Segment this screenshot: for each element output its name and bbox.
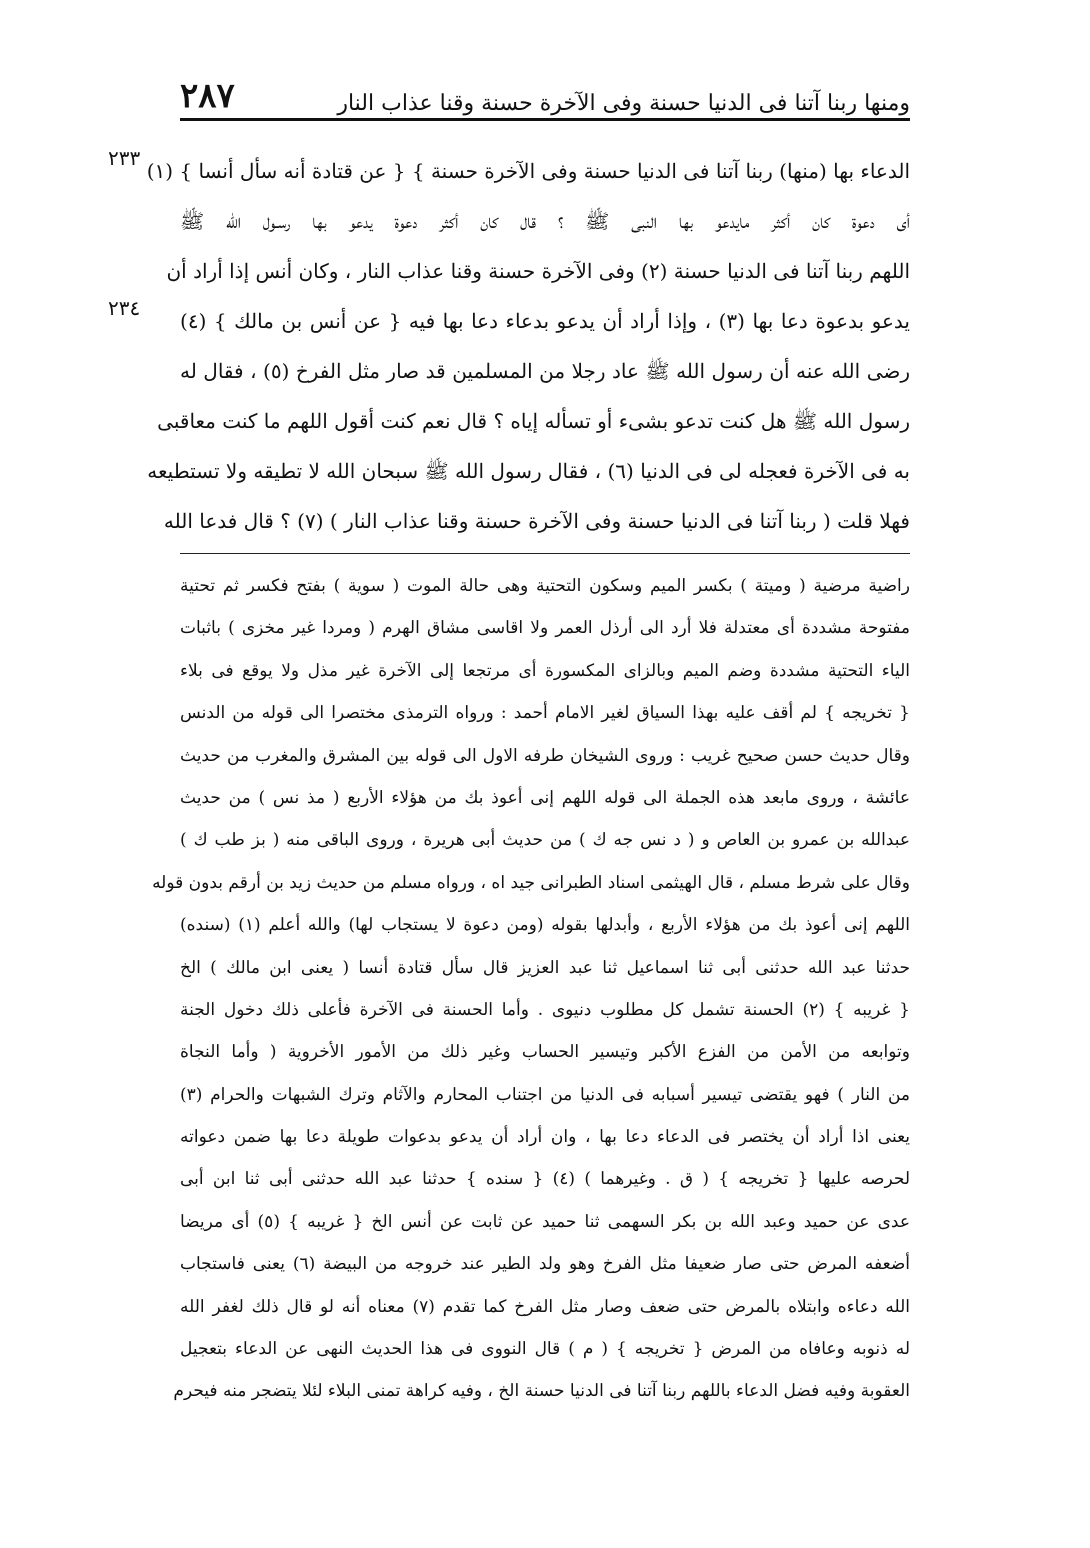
text-line: اللهم ربنا آتنا فى الدنيا حسنة (٢) وفى الآخرة حسنة وقنا عذاب النار ، وكان أنس إذا أراد أن bbox=[166, 259, 910, 283]
running-title: ومنها ربنا آتنا فى الدنيا حسنة وفى الآخرة حسنة وقنا عذاب النار bbox=[337, 91, 910, 116]
text-line: به فى الآخرة فعجله لى فى الدنيا (٦) ، فقال رسول الله ﷺ سبحان الله لا تطيقه ولا تستطيعه bbox=[147, 459, 910, 483]
note-line: الياء التحتية مشددة وضم الميم وبالزاى المكسورة أى مرتجعا إلى الآخرة غير مذل ولا يوقع فى بلاء bbox=[180, 660, 910, 681]
page-header bbox=[180, 68, 910, 116]
text-line: رسول الله ﷺ هل كنت تدعو بشىء أو تسأله إياه ؟ قال نعم كنت أقول اللهم ما كنت معاقبى bbox=[157, 409, 910, 433]
note-line: عبدالله بن عمرو بن العاص و ( د نس جه ك ) من حديث أبى هريرة ، وروى الباقى منه ( بز طب ك ) bbox=[180, 830, 910, 851]
note-line: { تخريجه } لم أقف عليه بهذا السياق لغير الامام أحمد : ورواه الترمذى مختصرا الى قوله من الدنس bbox=[180, 703, 910, 724]
main-text bbox=[146, 146, 911, 546]
commentary-notes bbox=[152, 565, 911, 1413]
text-line: الدعاء بها (منها) ربنا آتنا فى الدنيا حسنة وفى الآخرة حسنة } { عن قتادة أنه سأل أنسا } (١) bbox=[146, 159, 910, 183]
page-number: ٢٨٧ bbox=[180, 76, 235, 116]
hadith-number: ٢٣٣ bbox=[108, 146, 141, 170]
hadith-number: ٢٣٤ bbox=[108, 296, 141, 320]
note-line: العقوبة وفيه فضل الدعاء باللهم ربنا آتنا فى الدنيا حسنة الخ ، وفيه كراهة تمنى البلاء لئلا يتضجر منه فيحرم bbox=[173, 1381, 910, 1402]
text-line: يدعو بدعوة دعا بها (٣) ، وإذا أراد أن يدعو بدعاء دعا بها فيه { عن أنس بن مالك } (٤) bbox=[180, 309, 910, 333]
note-line: مفتوحة مشددة أى معتدلة فلا أرد الى أرذل العمر ولا اقاسى مشاق الهرم ( ومردا غير مخزى ) باثبات bbox=[180, 618, 910, 639]
note-line: وقال حديث حسن صحيح غريب : وروى الشيخان طرفه الاول الى قوله بين المشرق والمغرب من حديث bbox=[180, 745, 910, 766]
text-line: فهلا قلت ( ربنا آتنا فى الدنيا حسنة وفى الآخرة حسنة وقنا عذاب النار ) (٧) ؟ قال فدعا الله bbox=[163, 509, 910, 533]
note-line: أضعفه المرض حتى صار ضعيفا مثل الفرخ وهو ولد الطير عند خروجه من البيضة (٦) يعنى فاستجاب bbox=[180, 1254, 911, 1275]
note-line: وتوابعه من الأمن من الفزع الأكبر وتيسير الحساب وغير ذلك من الأمور الأخروية ( وأما النجاة bbox=[180, 1042, 910, 1063]
text-line: رضى الله عنه أن رسول الله ﷺ عاد رجلا من المسلمين قد صار مثل الفرخ (٥) ، فقال له bbox=[180, 359, 911, 383]
note-line: عدى عن حميد وعبد الله بن بكر السهمى ثنا حميد عن ثابت عن أنس الخ { غريبه } (٥) أى مريضا bbox=[180, 1211, 910, 1232]
text-line: أى دعوة كان أكثر مايدعو بها النبى ﷺ ؟ قال كان أكثر دعوة يدعو بها رسـول الله ﷺ bbox=[180, 209, 910, 233]
note-line: وقال على شرط مسلم ، قال الهيثمى اسناد الطبرانى جيد اه ، ورواه مسلم من حديث زيد بن أرقم بدون قوله bbox=[152, 872, 910, 893]
footnote-separator bbox=[180, 553, 910, 554]
note-line: { غريبه } (٢) الحسنة تشمل كل مطلوب دنيوى . وأما الحسنة فى الآخرة فأعلى ذلك دخول الجنة bbox=[180, 999, 910, 1020]
note-line: الله دعاءه وابتلاه بالمرض حتى ضعف وصار مثل الفرخ كما تقدم (٧) معناه أنه لو قال ذلك لغفر الله bbox=[180, 1296, 910, 1317]
note-line: عائشة ، وروى مابعد هذه الجملة الى قوله اللهم إنى أعوذ بك من هؤلاء الأربع ( مذ نس ) من حديث bbox=[180, 787, 910, 808]
note-line: حدثنا عبد الله حدثنى أبى ثنا اسماعيل ثنا عبد العزيز قال سأل قتادة أنسا ( يعنى ابن مالك ) الخ bbox=[180, 957, 910, 978]
note-line: يعنى اذا أراد أن يختصر فى الدعاء دعا بها ، وان أراد أن يدعو بدعوات طويلة دعا بها ضمن دعواته bbox=[180, 1127, 910, 1148]
note-line: له ذنوبه وعافاه من المرض { تخريجه } ( م ) قال النووى فى هذا الحديث النهى عن الدعاء بتعجيل bbox=[180, 1339, 910, 1360]
header-rule bbox=[180, 118, 910, 121]
note-line: راضية مرضية ( وميتة ) بكسر الميم وسكون التحتية وهى حالة الموت ( سوية ) بفتح فكسر ثم تحتية bbox=[180, 576, 910, 596]
note-line: من النار ) فهو يقتضى تيسير أسبابه فى الدنيا من اجتناب المحارم والآثام وترك الشبهات والحرام (٣) bbox=[180, 1084, 910, 1105]
note-line: اللهم إنى أعوذ بك من هؤلاء الأربع ، وأبدلها بقوله (ومن دعوة لا يستجاب لها) والله أعلم (١) (سنده) bbox=[180, 915, 910, 936]
note-line: لحرصه عليها { تخريجه } ( ق . وغيرهما ) (٤) { سنده } حدثنا عبد الله حدثنى أبى ثنا ابن أبى bbox=[180, 1169, 911, 1190]
